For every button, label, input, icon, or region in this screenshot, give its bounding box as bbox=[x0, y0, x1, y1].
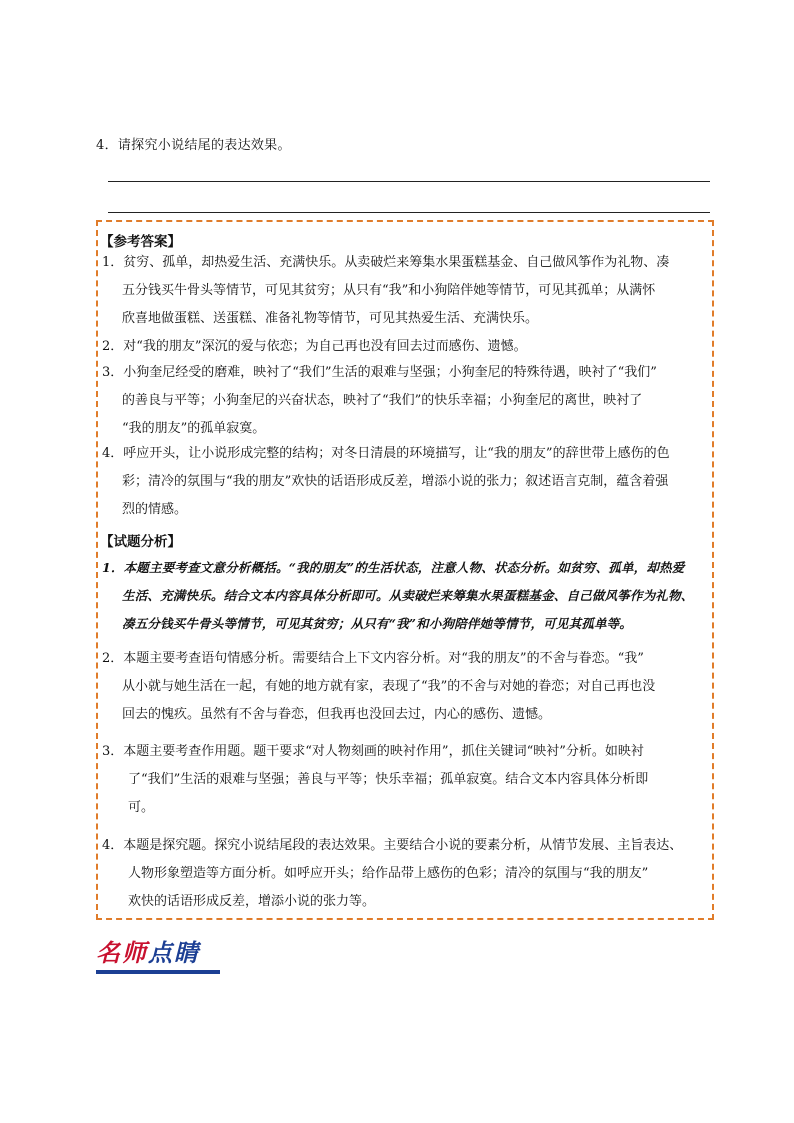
reference-item-4 bbox=[102, 440, 712, 524]
question-4: 4．请探究小说结尾的表达效果。 bbox=[96, 138, 291, 153]
analysis-item-1 bbox=[102, 554, 712, 638]
reference-item-3-line-1: 3．小狗奎尼经受的磨难，映衬了“我们”生活的艰难与坚强；小狗奎尼的特殊待遇，映衬了“我们” bbox=[102, 365, 657, 380]
analysis-item-2-line-2: 从小就与她生活在一起，有她的地方就有家，表现了“我”的不舍与对她的眷恋；对自己再也没 bbox=[122, 679, 656, 694]
analysis-item-3-line-2: 了“我们”生活的艰难与坚强；善良与平等；快乐幸福；孤单寂寞。结合文本内容具体分析即 bbox=[128, 772, 649, 787]
analysis-item-1-line-3: 凑五分钱买牛骨头等情节，可见其贫穷；从只有“我”和小狗陪伴她等情节，可见其孤单等。 bbox=[122, 616, 633, 631]
analysis-item-1-line-2: 生活、充满快乐。结合文本内容具体分析即可。从卖破烂来筹集水果蛋糕基金、自己做风筝作为礼物、 bbox=[122, 588, 694, 603]
analysis-heading: 【试题分析】 bbox=[100, 534, 181, 550]
analysis-item-4 bbox=[102, 832, 712, 916]
analysis-item-3-line-1: 3．本题主要考查作用题。题干要求“对人物刻画的映衬作用”，抓住关键词“映衬”分析。如映衬 bbox=[102, 744, 644, 759]
reference-item-1 bbox=[102, 249, 712, 333]
analysis-item-1-line-1: 1．本题主要考查文意分析概括。“我的朋友”的生活状态，注意人物、状态分析。如贫穷、孤单，却热爱 bbox=[102, 560, 685, 575]
analysis-item-4-line-3: 欢快的话语形成反差，增添小说的张力等。 bbox=[128, 894, 376, 909]
reference-item-1-line-2: 五分钱买牛骨头等情节，可见其贫穷；从只有“我”和小狗陪伴她等情节，可见其孤单；从满怀 bbox=[122, 283, 656, 298]
logo-part-1: 名师 bbox=[96, 938, 148, 967]
analysis-item-2 bbox=[102, 645, 712, 729]
reference-item-4-line-1: 4．呼应开头，让小说形成完整的结构；对冬日清晨的环境描写，让“我的朋友”的辞世带上感伤的色 bbox=[102, 446, 670, 461]
logo-underline bbox=[96, 970, 220, 974]
analysis-item-4-line-2: 人物形象塑造等方面分析。如呼应开头；给作品带上感伤的色彩；清冷的氛围与“我的朋友” bbox=[128, 866, 649, 881]
reference-item-1-line-1: 1．贫穷、孤单，却热爱生活、充满快乐。从卖破烂来筹集水果蛋糕基金、自己做风筝作为礼物、凑 bbox=[102, 255, 670, 270]
reference-item-4-line-3: 烈的情感。 bbox=[122, 502, 188, 517]
analysis-item-2-line-3: 回去的愧疚。虽然有不舍与眷恋，但我再也没回去过，内心的感伤、遗憾。 bbox=[122, 707, 552, 722]
analysis-item-3 bbox=[102, 738, 712, 822]
analysis-item-3-line-3: 可。 bbox=[128, 800, 155, 815]
reference-item-3-line-3: “我的朋友”的孤单寂寞。 bbox=[122, 421, 266, 436]
reference-item-4-line-2: 彩；清冷的氛围与“我的朋友”欢快的话语形成反差，增添小说的张力；叙述语言克制，蕴含着强 bbox=[122, 474, 669, 489]
answer-line-1 bbox=[108, 181, 710, 182]
reference-item-1-line-3: 欣喜地做蛋糕、送蛋糕、准备礼物等情节，可见其热爱生活、充满快乐。 bbox=[122, 311, 539, 326]
analysis-item-2-line-1: 2．本题主要考查语句情感分析。需要结合上下文内容分析。对“我的朋友”的不舍与眷恋。“我” bbox=[102, 651, 644, 666]
reference-item-3 bbox=[102, 359, 712, 443]
reference-item-2 bbox=[102, 333, 712, 361]
reference-heading: 【参考答案】 bbox=[100, 234, 181, 250]
answer-line-2 bbox=[108, 212, 710, 213]
reference-item-2-line-1: 2．对“我的朋友”深沉的爱与依恋；为自己再也没有回去过而感伤、遗憾。 bbox=[102, 339, 527, 354]
analysis-item-4-line-1: 4．本题是探究题。探究小说结尾段的表达效果。主要结合小说的要素分析，从情节发展、主旨表达、 bbox=[102, 838, 683, 853]
logo-part-2: 点睛 bbox=[148, 938, 200, 967]
mingshi-dianjing-logo bbox=[96, 938, 220, 978]
reference-item-3-line-2: 的善良与平等；小狗奎尼的兴奋状态，映衬了“我们”的快乐幸福；小狗奎尼的离世，映衬了 bbox=[122, 393, 643, 408]
